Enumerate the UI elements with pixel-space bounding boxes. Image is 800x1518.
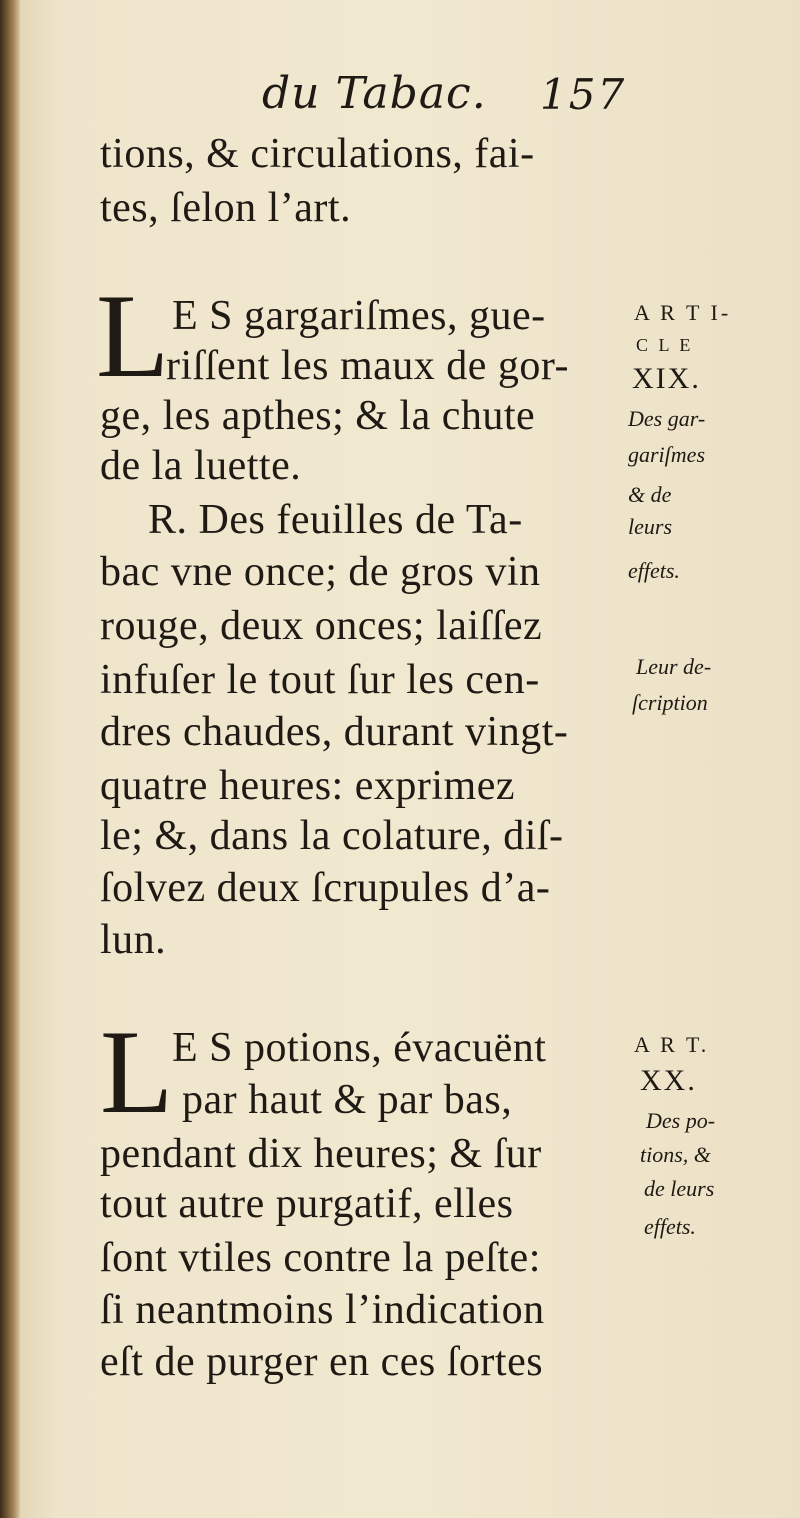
recipe-line: lun.	[100, 917, 167, 963]
paragraph-line: E S potions, évacuënt	[172, 1025, 547, 1071]
margin-note-line: & de	[628, 482, 672, 507]
margin-note-line: ſcription	[632, 690, 708, 715]
book-binding	[0, 0, 20, 1518]
margin-note-line: Des gar-	[628, 406, 706, 431]
paragraph-line: tout autre purgatif, elles	[100, 1181, 514, 1227]
recipe-line: dres chaudes, durant vingt-	[100, 709, 569, 755]
margin-article-label: A R T I-	[634, 300, 732, 325]
recipe-line: infuſer le tout ſur les cen-	[100, 657, 540, 703]
paragraph-line: eſt de purger en ces ſortes	[100, 1339, 544, 1385]
margin-note-line: gariſmes	[628, 442, 705, 467]
recipe-line: bac vne once; de gros vin	[100, 549, 541, 595]
margin-note-line: Des po-	[646, 1108, 716, 1133]
margin-article-label: C L E	[636, 335, 694, 355]
page-header	[0, 68, 800, 128]
paragraph-line: E S gargariſmes, gue-	[172, 293, 546, 339]
paragraph-line: de la luette.	[100, 443, 302, 489]
drop-cap: L	[100, 1005, 174, 1138]
paragraph-line: riſſent les maux de gor-	[166, 343, 570, 389]
margin-article-number: XIX.	[632, 362, 701, 395]
paragraph-line: par haut & par bas,	[182, 1077, 513, 1123]
margin-note-line: Leur de-	[636, 654, 712, 679]
paragraph-line: pendant dix heures; & ſur	[100, 1131, 542, 1177]
margin-article-number: XX.	[640, 1064, 697, 1097]
recipe-line: le; &, dans la colature, diſ-	[100, 813, 564, 859]
page-number: 157	[540, 70, 627, 119]
margin-note-line: effets.	[644, 1214, 696, 1239]
margin-article-label: A R T.	[634, 1032, 710, 1057]
recipe-line: quatre heures: exprimez	[100, 763, 515, 809]
paragraph-line: ſont vtiles contre la peſte:	[100, 1235, 541, 1281]
running-head: du Tabac.	[262, 68, 487, 119]
paragraph-line: ſi neantmoins l’indication	[100, 1287, 545, 1333]
recipe-line: R. Des feuilles de Ta-	[148, 497, 523, 543]
margin-note-line: de leurs	[644, 1176, 715, 1201]
paragraph-line: ge, les apthes; & la chute	[100, 393, 536, 439]
margin-note-line: effets.	[628, 558, 680, 583]
continuation-line: tes, ſelon l’art.	[100, 185, 352, 231]
margin-note-line: tions, &	[640, 1142, 711, 1167]
margin-note-line: leurs	[628, 514, 672, 539]
continuation-line: tions, & circulations, fai-	[100, 131, 535, 177]
drop-cap: L	[96, 269, 170, 402]
recipe-line: ſolvez deux ſcrupules d’a-	[100, 865, 551, 911]
recipe-line: rouge, deux onces; laiſſez	[100, 603, 543, 649]
